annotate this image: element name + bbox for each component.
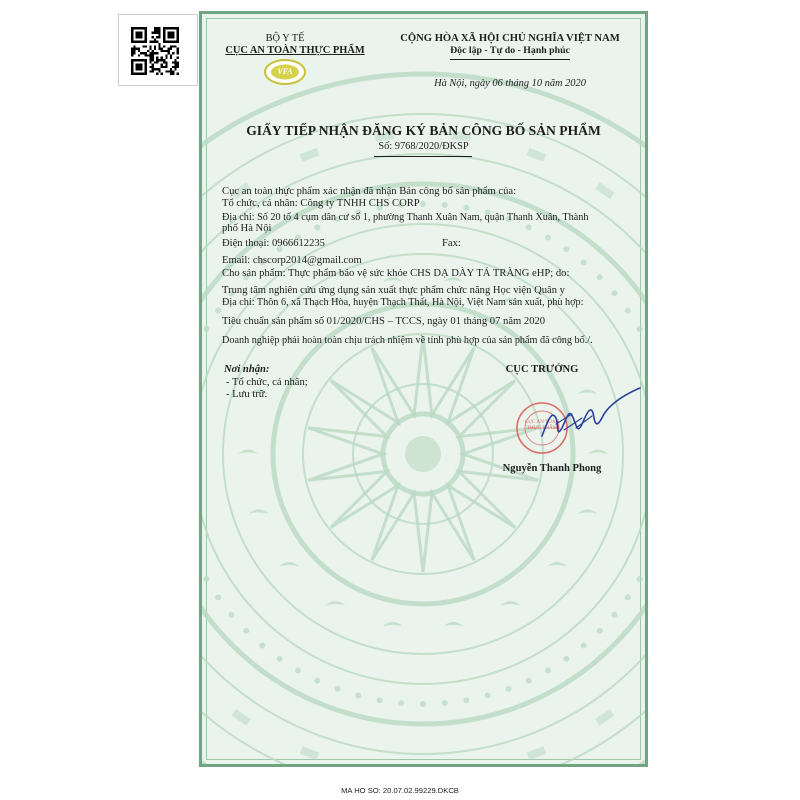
stamp-text: CỤC AN TOÀN THỰC PHẨM xyxy=(524,419,560,431)
fax-line: Fax: xyxy=(442,238,461,249)
producer-address-line: Địa chỉ: Thôn 6, xã Thạch Hòa, huyện Thạch Thất, Hà Nội, Việt Nam sản xuất, phù hợp: xyxy=(222,297,584,308)
recipient-item: - Tổ chức, cá nhân; xyxy=(226,377,308,388)
signer-role: CỤC TRƯỞNG xyxy=(505,364,579,375)
agency-name: CỤC AN TOÀN THỰC PHẨM xyxy=(225,45,365,56)
handwritten-signature-icon xyxy=(536,384,646,446)
document-number: Số: 9768/2020/ĐKSP xyxy=(378,141,469,152)
intro-line: Cục an toàn thực phẩm xác nhận đã nhận Bản công bố sản phẩm của: xyxy=(222,186,517,197)
organization-line: Tổ chức, cá nhân: Công ty TNHH CHS CORP xyxy=(222,198,420,209)
product-line: Cho sản phẩm: Thực phẩm bảo vệ sức khỏe CHS DẠ DÀY TÁ TRÀNG eHP; do: xyxy=(222,268,570,279)
qr-code-icon xyxy=(131,27,179,75)
national-motto: Độc lập - Tự do - Hạnh phúc xyxy=(450,45,570,56)
title-underline xyxy=(374,156,472,157)
phone-line: Điện thoại: 0966612235 xyxy=(222,238,325,249)
signer-name: Nguyễn Thanh Phong xyxy=(502,463,602,474)
standard-line: Tiêu chuẩn sản phẩm số 01/2020/CHS – TCCS, ngày 01 tháng 07 năm 2020 xyxy=(222,316,546,327)
document-title: GIẤY TIẾP NHẬN ĐĂNG KÝ BẢN CÔNG BỐ SẢN PHẨM xyxy=(246,123,601,138)
certificate xyxy=(199,11,648,767)
recipient-item: - Lưu trữ. xyxy=(226,389,268,400)
motto-underline xyxy=(450,59,570,60)
responsibility-line: Doanh nghiệp phải hoàn toàn chịu trách nhiệm về tính phù hợp của sản phẩm đã công bố./. xyxy=(222,335,593,346)
qr-code-frame xyxy=(118,14,198,86)
dossier-code: MA HO SO: 20.07.02.99229.DKCB xyxy=(341,786,459,795)
address-line-1: Địa chỉ: Số 20 tổ 4 cụm dân cư số 1, phường Thanh Xuân Nam, quận Thanh Xuân, Thành xyxy=(222,212,589,223)
place-and-date: Hà Nội, ngày 06 tháng 10 năm 2020 xyxy=(434,78,586,89)
recipients-label: Nơi nhận: xyxy=(224,364,270,375)
country-name: CỘNG HÒA XÃ HỘI CHỦ NGHĨA VIỆT NAM xyxy=(400,33,620,44)
vfa-logo-text: VFA xyxy=(277,67,293,76)
email-line: Email: chscorp2014@gmail.com xyxy=(222,255,362,266)
address-line-2: phố Hà Nội xyxy=(222,223,272,234)
producer-line: Trung tâm nghiên cứu ứng dụng sản xuất thực phẩm chức năng Học viện Quân y xyxy=(222,285,565,296)
ministry-name: BỘ Y TẾ xyxy=(265,33,305,44)
